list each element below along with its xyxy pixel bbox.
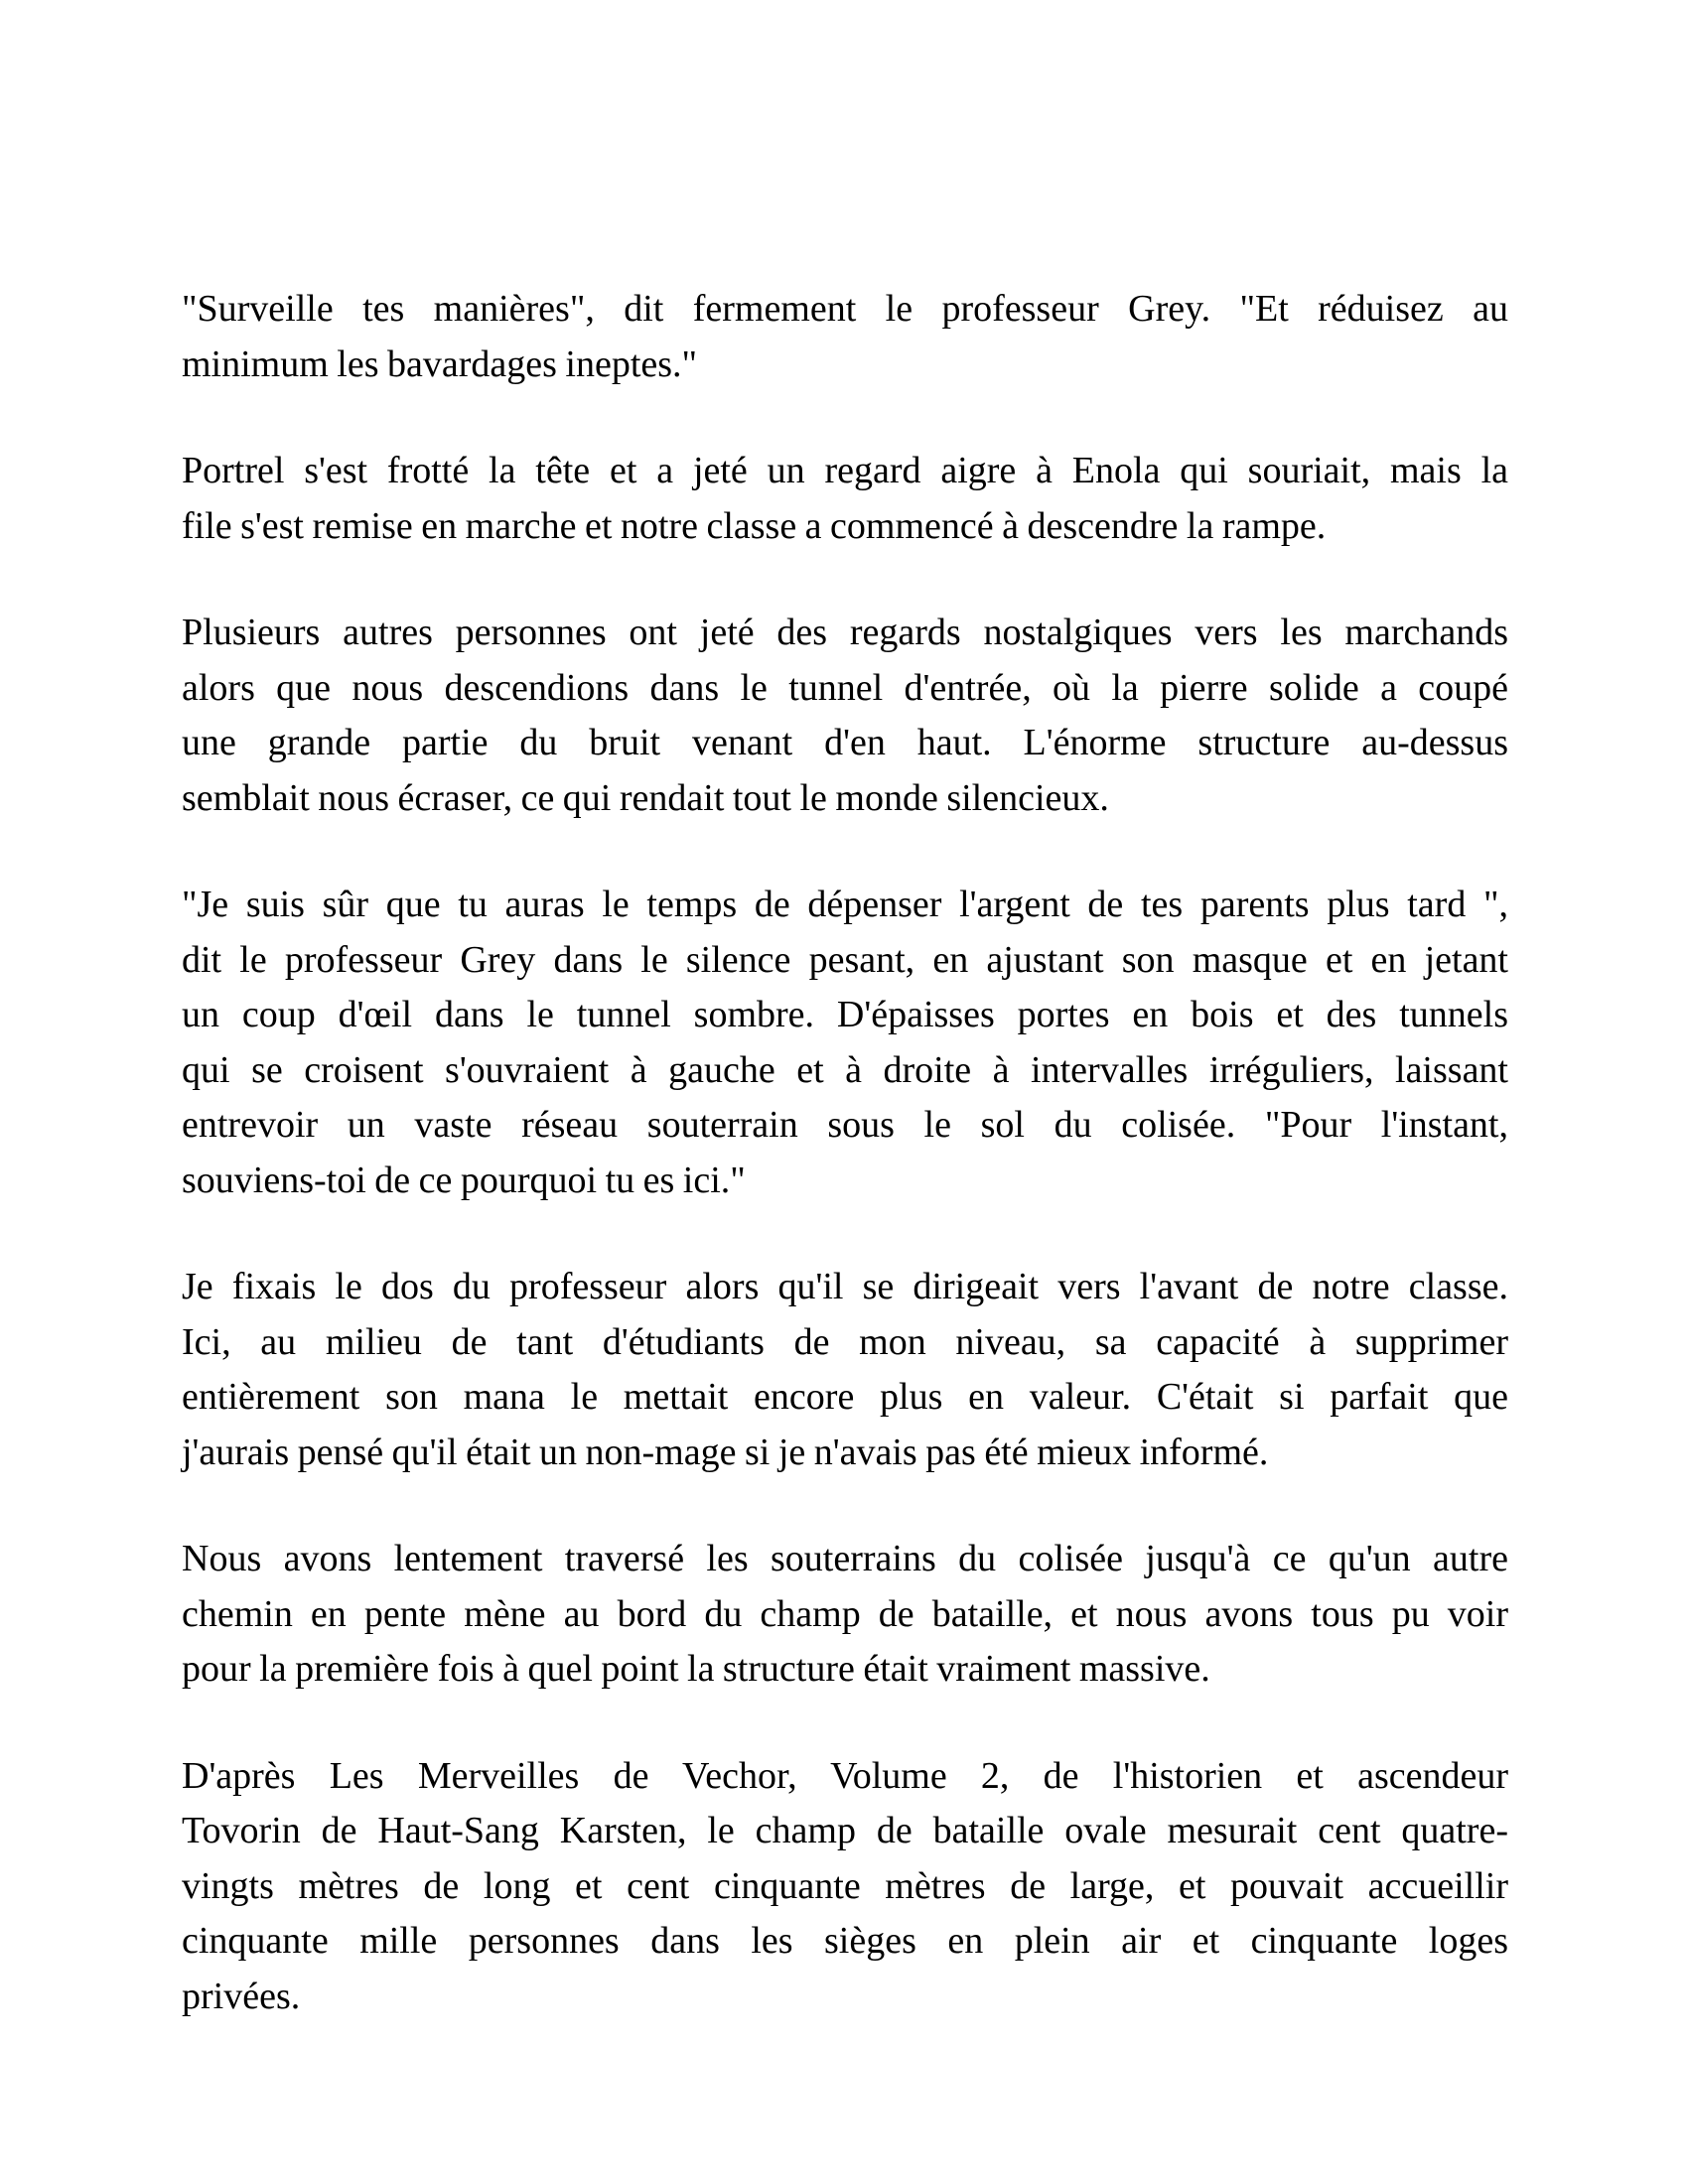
- text-line: souviens-toi de ce pourquoi tu es ici.": [182, 1159, 746, 1201]
- paragraph: [182, 1532, 1508, 1698]
- text-line: chemin en pente mène au bord du champ de bataille, et nous avons tous pu voir: [182, 1592, 1508, 1635]
- text-line: "Surveille tes manières", dit fermement le professeur Grey. "Et réduisez au: [182, 288, 1508, 330]
- text-line: j'aurais pensé qu'il était un non-mage si je n'avais pas été mieux informé.: [182, 1431, 1269, 1473]
- text-line: file s'est remise en marche et notre classe a commencé à descendre la rampe.: [182, 504, 1327, 547]
- text-line: semblait nous écraser, ce qui rendait tout le monde silencieux.: [182, 776, 1109, 819]
- text-line: Tovorin de Haut-Sang Karsten, le champ de bataille ovale mesurait cent quatre-: [182, 1810, 1508, 1851]
- text-line: pour la première fois à quel point la structure était vraiment massive.: [182, 1648, 1210, 1690]
- text-line: qui se croisent s'ouvraient à gauche et à droite à intervalles irréguliers, laissant: [182, 1048, 1508, 1091]
- text-line: Nous avons lentement traversé les souterrains du colisée jusqu'à ce qu'un autre: [182, 1538, 1508, 1579]
- paragraph: [182, 1260, 1508, 1480]
- text-line: D'après Les Merveilles de Vechor, Volume 2, de l'historien et ascendeur: [182, 1754, 1508, 1797]
- text-line: dit le professeur Grey dans le silence pesant, en ajustant son masque et en jetant: [182, 938, 1508, 981]
- paragraph: [182, 1749, 1508, 2025]
- text-line: Je fixais le dos du professeur alors qu'il se dirigeait vers l'avant de notre classe.: [182, 1266, 1508, 1307]
- text-line: "Je suis sûr que tu auras le temps de dépenser l'argent de tes parents plus tard ",: [182, 884, 1508, 925]
- text-line: entrevoir un vaste réseau souterrain sous le sol du colisée. "Pour l'instant,: [182, 1104, 1508, 1146]
- paragraph: [182, 444, 1508, 554]
- paragraph: [182, 878, 1508, 1208]
- text-line: minimum les bavardages ineptes.": [182, 342, 698, 385]
- text-line: Portrel s'est frotté la tête et a jeté un regard aigre à Enola qui souriait, mais la: [182, 450, 1508, 491]
- text-line: un coup d'œil dans le tunnel sombre. D'épaisses portes en bois et des tunnels: [182, 994, 1508, 1035]
- text-line: alors que nous descendions dans le tunnel d'entrée, où la pierre solide a coupé: [182, 666, 1508, 709]
- text-line: vingts mètres de long et cent cinquante mètres de large, et pouvait accueillir: [182, 1864, 1508, 1907]
- paragraph: [182, 282, 1508, 392]
- text-line: Plusieurs autres personnes ont jeté des regards nostalgiques vers les marchands: [182, 612, 1508, 653]
- paragraph: [182, 606, 1508, 826]
- text-line: privées.: [182, 1975, 301, 2017]
- text-line: entièrement son mana le mettait encore plus en valeur. C'était si parfait que: [182, 1376, 1508, 1418]
- text-line: une grande partie du bruit venant d'en haut. L'énorme structure au-dessus: [182, 722, 1508, 763]
- text-line: Ici, au milieu de tant d'étudiants de mon niveau, sa capacité à supprimer: [182, 1320, 1508, 1363]
- text-line: cinquante mille personnes dans les sièges en plein air et cinquante loges: [182, 1920, 1508, 1962]
